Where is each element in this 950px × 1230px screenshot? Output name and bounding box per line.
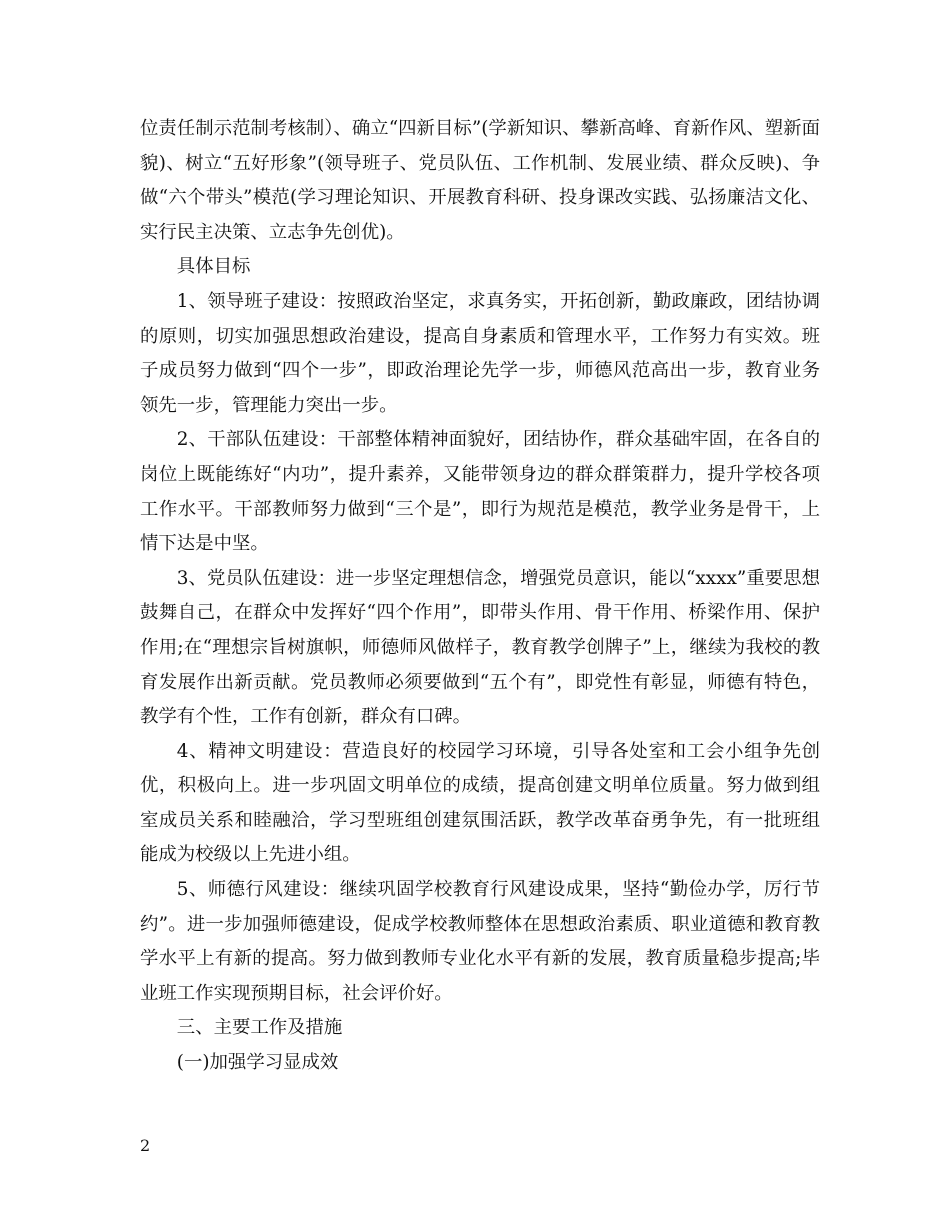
heading-specific-goals: 具体目标 <box>176 256 251 278</box>
heading-study: (一)加强学习显成效 <box>176 1052 339 1074</box>
page-number: 2 <box>140 1136 151 1155</box>
paragraph-leadership: 1、领导班子建设：按照政治坚定，求真务实，开拓创新，勤政廉政，团结协调的原则，切实加强思想政治建设，提高自身素质和管理水平，工作努力有实效。班子成员努力做到“四个一步”，即政治理论先学一步，师德风范高出一步，教育业务领先一步，管理能力突出一步。 <box>140 290 820 416</box>
document-body <box>140 112 820 1081</box>
paragraph-cadre-team: 2、干部队伍建设：干部整体精神面貌好，团结协作，群众基础牢固，在各自的岗位上既能练好“内功”，提升素养，又能带领身边的群众群策群力，提升学校各项工作水平。干部教师努力做到“三个是”，即行为规范是模范，教学业务是骨干，上情下达是中坚。 <box>140 429 820 555</box>
heading-main-work: 三、主要工作及措施 <box>176 1017 343 1039</box>
paragraph-civilization: 4、精神文明建设：营造良好的校园学习环境，引导各处室和工会小组争先创优，积极向上。进一步巩固文明单位的成绩，提高创建文明单位质量。努力做到组室成员关系和睦融洽，学习型班组创建氛围活跃，教学改革奋勇争先，有一批班组能成为校级以上先进小组。 <box>140 740 820 866</box>
paragraph-teacher-ethics: 5、师德行风建设：继续巩固学校教育行风建设成果，坚持“勤俭办学，厉行节约”。进一步加强师德建设，促成学校教师整体在思想政治素质、职业道德和教育教学水平上有新的提高。努力做到教师专业化水平有新的发展，教育质量稳步提高;毕业班工作实现预期目标，社会评价好。 <box>140 879 820 1004</box>
paragraph-continuation: 位责任制示范制考核制）、确立“四新目标”(学新知识、攀新高峰、育新作风、塑新面貌)、树立“五好形象”(领导班子、党员队伍、工作机制、发展业绩、群众反映)、争做“六个带头”模范(学习理论知识、开展教育科研、投身课改实践、弘扬廉洁文化、实行民主决策、立志争先创优)。 <box>140 118 820 243</box>
paragraph-party-members: 3、党员队伍建设：进一步坚定理想信念，增强党员意识，能以“xxxx”重要思想鼓舞自己，在群众中发挥好“四个作用”，即带头作用、骨干作用、桥梁作用、保护作用;在“理想宗旨树旗帜，师德师风做样子，教育教学创牌子”上，继续为我校的教育发展作出新贡献。党员教师必须要做到“五个有”，即党性有彰显，师德有特色，教学有个性，工作有创新，群众有口碑。 <box>140 567 820 728</box>
